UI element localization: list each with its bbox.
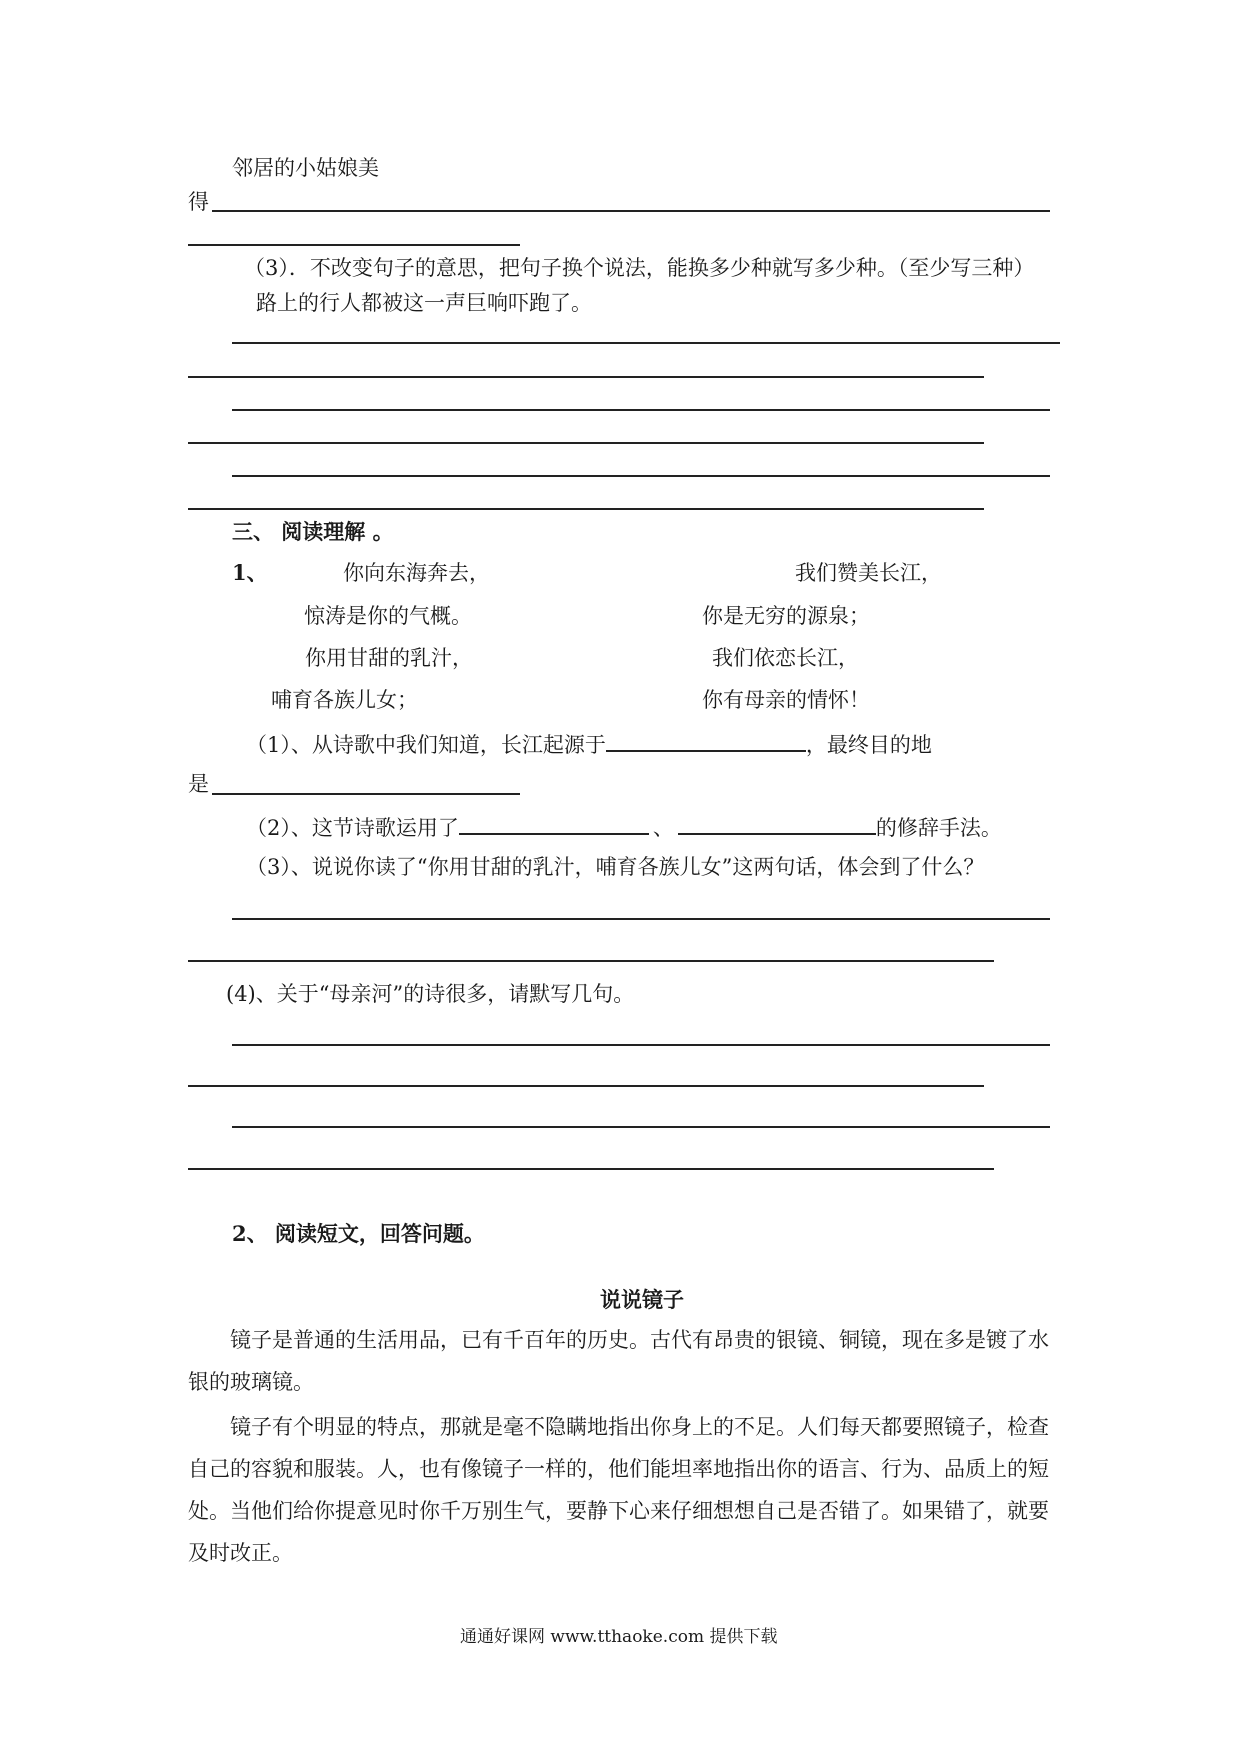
poem-line: 你有母亲的情怀！: [702, 688, 870, 712]
answer-line[interactable]: [232, 475, 1050, 477]
answer-line[interactable]: [188, 1168, 994, 1170]
poem-line: 你用甘甜的乳汁，: [305, 646, 473, 670]
poem-line: 你是无穷的源泉；: [702, 604, 870, 628]
q3-reflection: （3）、说说你读了“你用甘甜的乳汁，哺育各族儿女”这两句话，体会到了什么？: [246, 855, 985, 879]
neighbor-prompt: 邻居的小姑娘美: [232, 156, 379, 180]
answer-line[interactable]: [232, 1126, 1050, 1128]
answer-line[interactable]: [232, 918, 1050, 920]
answer-line[interactable]: [188, 1085, 984, 1087]
footer-download-note: 通通好课网 www.tthaoke.com 提供下载: [460, 1627, 778, 1647]
q1-text-a: （1）、从诗歌中我们知道，长江起源于: [246, 733, 606, 757]
answer-line[interactable]: [188, 508, 984, 510]
q1-text-b: ，最终目的地: [805, 733, 932, 757]
poem-line: 你向东海奔去，: [343, 561, 490, 585]
answer-line[interactable]: [188, 960, 994, 962]
q1-line: [246, 730, 932, 757]
answer-line[interactable]: [212, 210, 1050, 212]
article-paragraph-2: 镜子有个明显的特点，那就是毫不隐瞒地指出你身上的不足。人们每天都要照镜子，检查自己的容貌和服装。人，也有像镜子一样的，他们能坦率地指出你的语言、行为、品质上的短处。当他们给你提意见时你千万别生气，要静下心来仔细想想自己是否错了。如果错了，就要及时改正。: [188, 1415, 1049, 1565]
q3-rewrite-question: （3）．不改变句子的意思，把句子换个说法，能换多少种就写多少种。（至少写三种）: [244, 256, 1035, 280]
poem-line: 我们依恋长江，: [712, 646, 859, 670]
section-heading-reading: 三、 阅读理解 。: [232, 519, 394, 544]
article-paragraph-1: 镜子是普通的生活用品，已有千百年的历史。古代有昂贵的银镜、铜镜，现在多是镀了水银的玻璃镜。: [188, 1328, 1049, 1394]
article-title: 说说镜子: [600, 1287, 684, 1312]
poem-line: 哺育各族儿女；: [271, 688, 418, 712]
answer-line[interactable]: [232, 409, 1050, 411]
q4-mother-river: (4)、关于“母亲河”的诗很多，请默写几句。: [226, 982, 635, 1006]
answer-line[interactable]: [188, 442, 984, 444]
q3-sentence: 路上的行人都被这一声巨响吓跑了。: [256, 291, 592, 315]
item1-number: 1、: [232, 560, 268, 585]
q2-line: [246, 813, 1002, 840]
answer-line[interactable]: [232, 342, 1060, 344]
de-char: 得: [188, 190, 209, 214]
answer-line[interactable]: [188, 244, 520, 246]
blank-origin[interactable]: [606, 730, 806, 752]
answer-line[interactable]: [232, 1044, 1050, 1046]
item2-heading: 2、 阅读短文，回答问题。: [232, 1221, 485, 1246]
answer-line[interactable]: [188, 376, 984, 378]
poem-line: 惊涛是你的气概。: [304, 604, 472, 628]
q2-text-b: 、: [652, 816, 674, 840]
q2-text-a: （2）、这节诗歌运用了: [246, 816, 459, 840]
blank-destination[interactable]: [212, 793, 520, 795]
q2-text-c: 的修辞手法。: [875, 816, 1002, 840]
blank-rhetoric-2[interactable]: [678, 813, 876, 835]
q1-text-c: 是: [188, 772, 209, 796]
poem-line: 我们赞美长江，: [795, 561, 942, 585]
blank-rhetoric-1[interactable]: [459, 813, 649, 835]
